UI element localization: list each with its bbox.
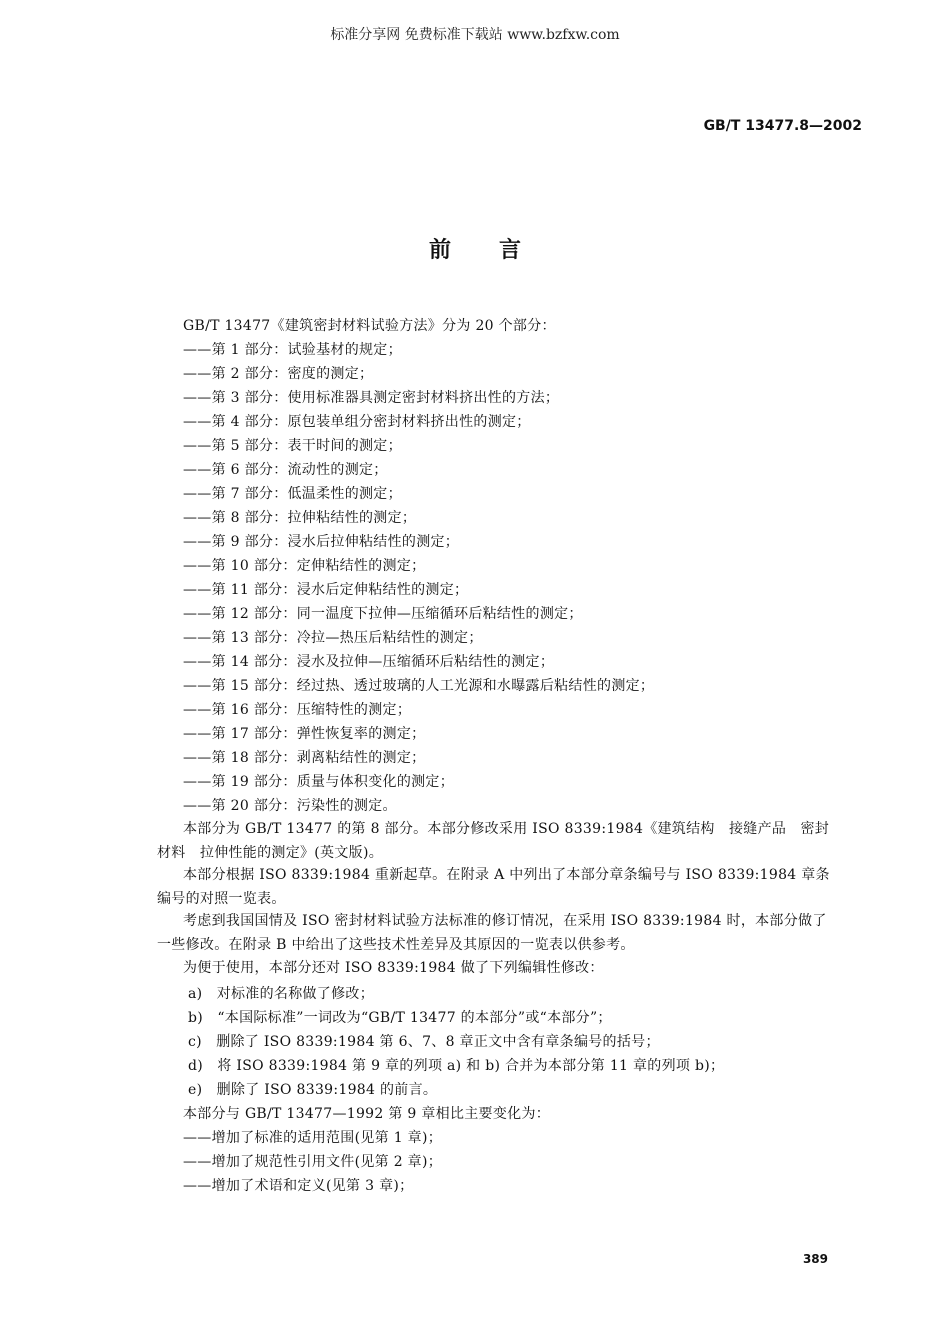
list-item: ——第 18 部分：剥离粘结性的测定； [183,750,426,766]
list-item: ——增加了规范性引用文件(见第 2 章)； [183,1154,443,1170]
paragraph-line: 编号的对照一览表。 [157,891,286,907]
paragraph-line: 为便于使用，本部分还对 ISO 8339:1984 做了下列编辑性修改： [183,960,604,976]
list-item: ——第 12 部分：同一温度下拉伸—压缩循环后粘结性的测定； [183,606,583,622]
list-item: ——第 8 部分：拉伸粘结性的测定； [183,510,417,526]
paragraph-line: 本部分与 GB/T 13477—1992 第 9 章相比主要变化为： [183,1106,551,1122]
standard-number: GB/T 13477.8—2002 [703,118,862,134]
list-item: a) 对标准的名称做了修改； [188,986,375,1002]
list-item: ——第 7 部分：低温柔性的测定； [183,486,402,502]
list-item: ——第 16 部分：压缩特性的测定； [183,702,412,718]
paragraph-line: 考虑到我国国情及 ISO 密封材料试验方法标准的修订情况，在采用 ISO 8339:1984 时，本部分做了 [183,913,827,929]
list-item: ——第 6 部分：流动性的测定； [183,462,388,478]
list-item: ——第 9 部分：浸水后拉伸粘结性的测定； [183,534,460,550]
list-item: ——第 4 部分：原包装单组分密封材料挤出性的测定； [183,414,531,430]
list-item: ——第 5 部分：表干时间的测定； [183,438,402,454]
list-item: ——第 1 部分：试验基材的规定； [183,342,402,358]
list-item: d) 将 ISO 8339:1984 第 9 章的列项 a) 和 b) 合并为本部分第 11 章的列项 b)； [188,1058,725,1074]
list-item: ——第 2 部分：密度的测定； [183,366,374,382]
list-item: ——增加了标准的适用范围(见第 1 章)； [183,1130,443,1146]
list-item: ——第 13 部分：冷拉—热压后粘结性的测定； [183,630,483,646]
list-item: ——第 10 部分：定伸粘结性的测定； [183,558,426,574]
paragraph-line: 一些修改。在附录 B 中给出了这些技术性差异及其原因的一览表以供参考。 [157,937,635,953]
list-item: e) 删除了 ISO 8339:1984 的前言。 [188,1082,438,1098]
list-item: ——第 20 部分：污染性的测定。 [183,798,397,814]
list-item: ——增加了术语和定义(见第 3 章)； [183,1178,414,1194]
list-item: ——第 11 部分：浸水后定伸粘结性的测定； [183,582,469,598]
intro-line: GB/T 13477《建筑密封材料试验方法》分为 20 个部分： [183,318,556,334]
list-item: ——第 19 部分：质量与体积变化的测定； [183,774,455,790]
paragraph-line: 本部分根据 ISO 8339:1984 重新起草。在附录 A 中列出了本部分章条编号与 ISO 8339:1984 章条 [183,867,830,883]
paragraph-line: 材料 拉伸性能的测定》(英文版)。 [157,845,384,861]
page-title: 前言 [428,237,569,263]
page-number: 389 [802,1252,828,1266]
site-header: 标准分享网 免费标准下载站 www.bzfxw.com [330,27,620,43]
list-item: ——第 15 部分：经过热、透过玻璃的人工光源和水曝露后粘结性的测定； [183,678,655,694]
paragraph-line: 本部分为 GB/T 13477 的第 8 部分。本部分修改采用 ISO 8339:1984《建筑结构 接缝产品 密封 [183,821,830,837]
list-item: b) “本国际标准”一词改为“GB/T 13477 的本部分”或“本部分”； [188,1010,612,1026]
list-item: ——第 14 部分：浸水及拉伸—压缩循环后粘结性的测定； [183,654,555,670]
list-item: ——第 3 部分：使用标准器具测定密封材料挤出性的方法； [183,390,560,406]
list-item: ——第 17 部分：弹性恢复率的测定； [183,726,426,742]
list-item: c) 删除了 ISO 8339:1984 第 6、7、8 章正文中含有章条编号的括号； [188,1034,660,1050]
